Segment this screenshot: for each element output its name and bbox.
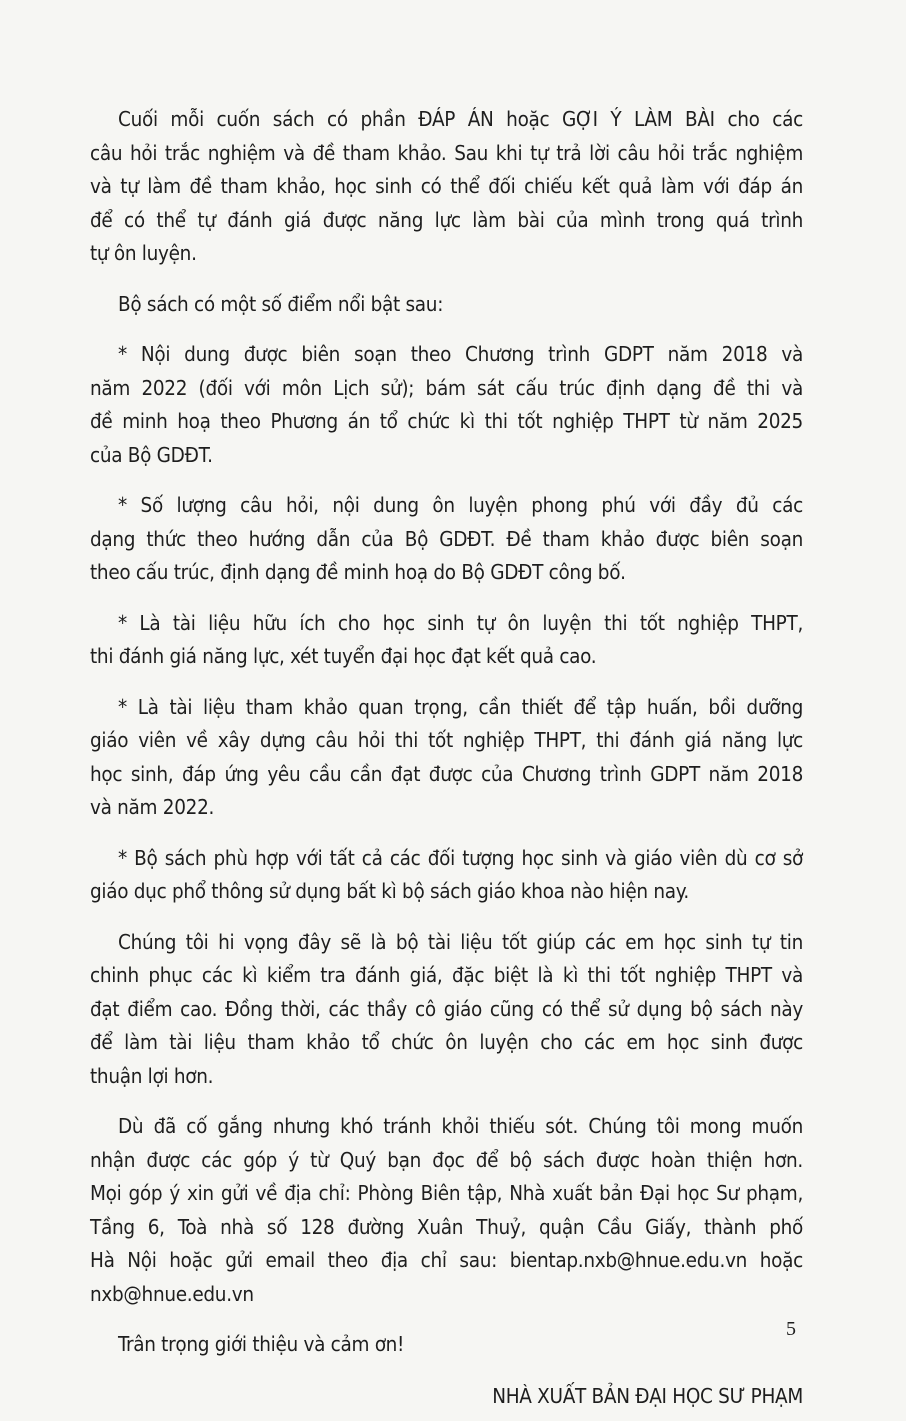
publisher-signature: NHÀ XUẤT BẢN ĐẠI HỌC SƯ PHẠM xyxy=(492,1383,803,1408)
text-line: * Số lượng câu hỏi, nội dung ôn luyện phong phú với đầy đủ các xyxy=(118,493,803,517)
text-line: Mọi góp ý xin gửi về địa chỉ: Phòng Biên tập, Nhà xuất bản Đại học Sư phạm, xyxy=(90,1181,803,1205)
text-line: để có thể tự đánh giá được năng lực làm bài của mình trong quá trình xyxy=(90,207,803,232)
text-line: học sinh, đáp ứng yêu cầu cần đạt được của Chương trình GDPT năm 2018 xyxy=(90,761,803,786)
text-line: tự ôn luyện. xyxy=(90,241,197,265)
text-line: theo cấu trúc, định dạng đề minh hoạ do Bộ GDĐT công bố. xyxy=(90,560,626,584)
text-line: Cuối mỗi cuốn sách có phần ĐÁP ÁN hoặc GỢI Ý LÀM BÀI cho các xyxy=(118,107,803,131)
text-line: và tự làm đề tham khảo, học sinh có thể đối chiếu kết quả làm với đáp án xyxy=(90,174,803,198)
text-line: câu hỏi trắc nghiệm và đề tham khảo. Sau khi tự trả lời câu hỏi trắc nghiệm xyxy=(90,140,803,165)
text-line: Tầng 6, Toà nhà số 128 đường Xuân Thuỷ, quận Cầu Giấy, thành phố xyxy=(90,1214,803,1239)
paragraph xyxy=(90,1110,803,1311)
paragraphs xyxy=(90,103,803,1362)
text-line: thi đánh giá năng lực, xét tuyển đại học đạt kết quả cao. xyxy=(90,644,597,668)
paragraph xyxy=(90,288,803,322)
paragraph xyxy=(90,607,803,674)
paragraph xyxy=(90,1328,803,1362)
text-line: đạt điểm cao. Đồng thời, các thầy cô giáo cũng có thể sử dụng bộ sách này xyxy=(90,996,803,1021)
paragraph xyxy=(90,842,803,909)
text-line: Bộ sách có một số điểm nổi bật sau: xyxy=(118,291,444,316)
page-body xyxy=(90,103,803,1413)
page-number: 5 xyxy=(786,1318,796,1340)
paragraph xyxy=(90,338,803,472)
text-line: dạng thức theo hướng dẫn của Bộ GDĐT. Đề tham khảo được biên soạn xyxy=(90,526,803,551)
paragraph xyxy=(90,489,803,590)
text-line: của Bộ GDĐT. xyxy=(90,442,213,467)
text-line: đề minh hoạ theo Phương án tổ chức kì thi tốt nghiệp THPT từ năm 2025 xyxy=(90,409,803,433)
text-line: thuận lợi hơn. xyxy=(90,1063,214,1088)
text-line: giáo viên về xây dựng câu hỏi thi tốt nghiệp THPT, thi đánh giá năng lực xyxy=(90,728,803,752)
text-line: Dù đã cố gắng nhưng khó tránh khỏi thiếu sót. Chúng tôi mong muốn xyxy=(118,1114,803,1138)
text-line: và năm 2022. xyxy=(90,795,215,819)
paragraph xyxy=(90,103,803,271)
text-line: Trân trọng giới thiệu và cảm ơn! xyxy=(118,1332,405,1356)
text-line: năm 2022 (đối với môn Lịch sử); bám sát cấu trúc định dạng đề thi và xyxy=(90,375,803,400)
text-line: nhận được các góp ý từ Quý bạn đọc để bộ sách được hoàn thiện hơn. xyxy=(90,1147,803,1172)
text-line: chinh phục các kì kiểm tra đánh giá, đặc biệt là kì thi tốt nghiệp THPT và xyxy=(90,963,803,987)
text-line: * Bộ sách phù hợp với tất cả các đối tượng học sinh và giáo viên dù cơ sở xyxy=(118,845,803,870)
text-line: giáo dục phổ thông sử dụng bất kì bộ sách giáo khoa nào hiện nay. xyxy=(90,879,689,903)
text-line: * Nội dung được biên soạn theo Chương trình GDPT năm 2018 và xyxy=(118,342,803,366)
text-line: Hà Nội hoặc gửi email theo địa chỉ sau: bientap.nxb@hnue.edu.vn hoặc xyxy=(90,1248,803,1272)
paragraph xyxy=(90,926,803,1094)
text-line: để làm tài liệu tham khảo tổ chức ôn luyện cho các em học sinh được xyxy=(90,1030,803,1054)
text-line: nxb@hnue.edu.vn xyxy=(90,1281,254,1306)
paragraph xyxy=(90,691,803,825)
text-line: * Là tài liệu hữu ích cho học sinh tự ôn luyện thi tốt nghiệp THPT, xyxy=(118,610,803,635)
text-line: * Là tài liệu tham khảo quan trọng, cần thiết để tập huấn, bồi dưỡng xyxy=(118,694,803,719)
text-line: Chúng tôi hi vọng đây sẽ là bộ tài liệu tốt giúp các em học sinh tự tin xyxy=(118,929,803,954)
